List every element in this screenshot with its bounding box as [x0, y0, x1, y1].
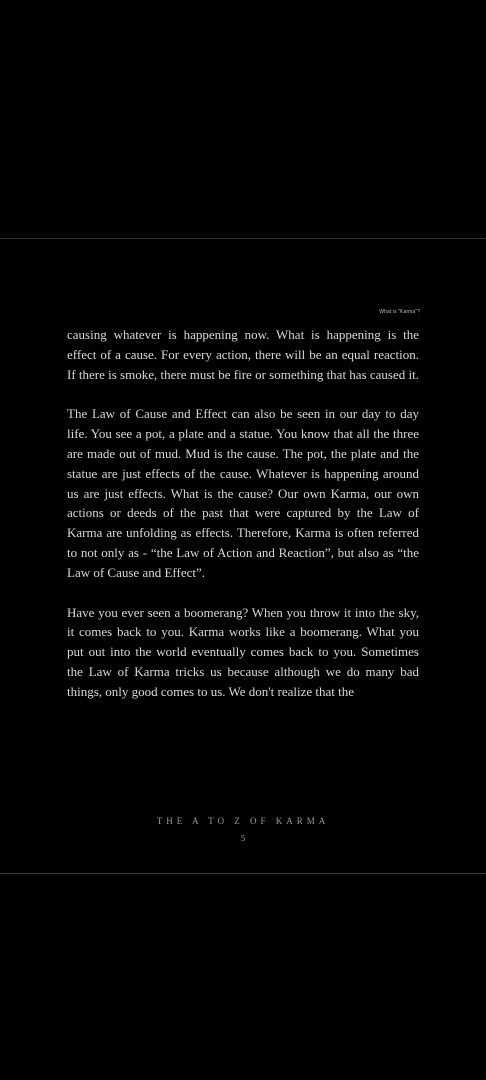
page-number: 5 — [241, 834, 245, 843]
body-text — [67, 325, 419, 702]
paragraph: causing whatever is happening now. What is happening is the effect of a cause. For every action, there will be an equal reaction. If there is smoke, there must be fire or something that has caused it. — [67, 327, 419, 382]
footer-book-title: THE A TO Z OF KARMA — [156, 816, 330, 826]
book-page — [0, 238, 486, 874]
running-head: What is "Karma"? — [379, 309, 420, 315]
paragraph: Have you ever seen a boomerang? When you throw it into the sky, it comes back to you. Karma works like a boomerang. What you put out into the world eventually comes back to you. Sometimes the Law of Karma tricks us because although we do many bad things, only good comes to us. We don't realize that the — [67, 604, 419, 699]
paragraph: The Law of Cause and Effect can also be seen in our day to day life. You see a pot, a plate and a statue. You know that all the three are made out of mud. Mud is the cause. The pot, the plate and the statue are just effects of the cause. Whatever is happening around us are just effects. What is the cause? Our own Karma, our own actions or deeds of the past that were captured by the Law of Karma are unfolding as effects. Therefore, Karma is often referred to not only as - “the Law of Action and Reaction”, but also as “the Law of Cause and Effect”. — [67, 406, 419, 580]
